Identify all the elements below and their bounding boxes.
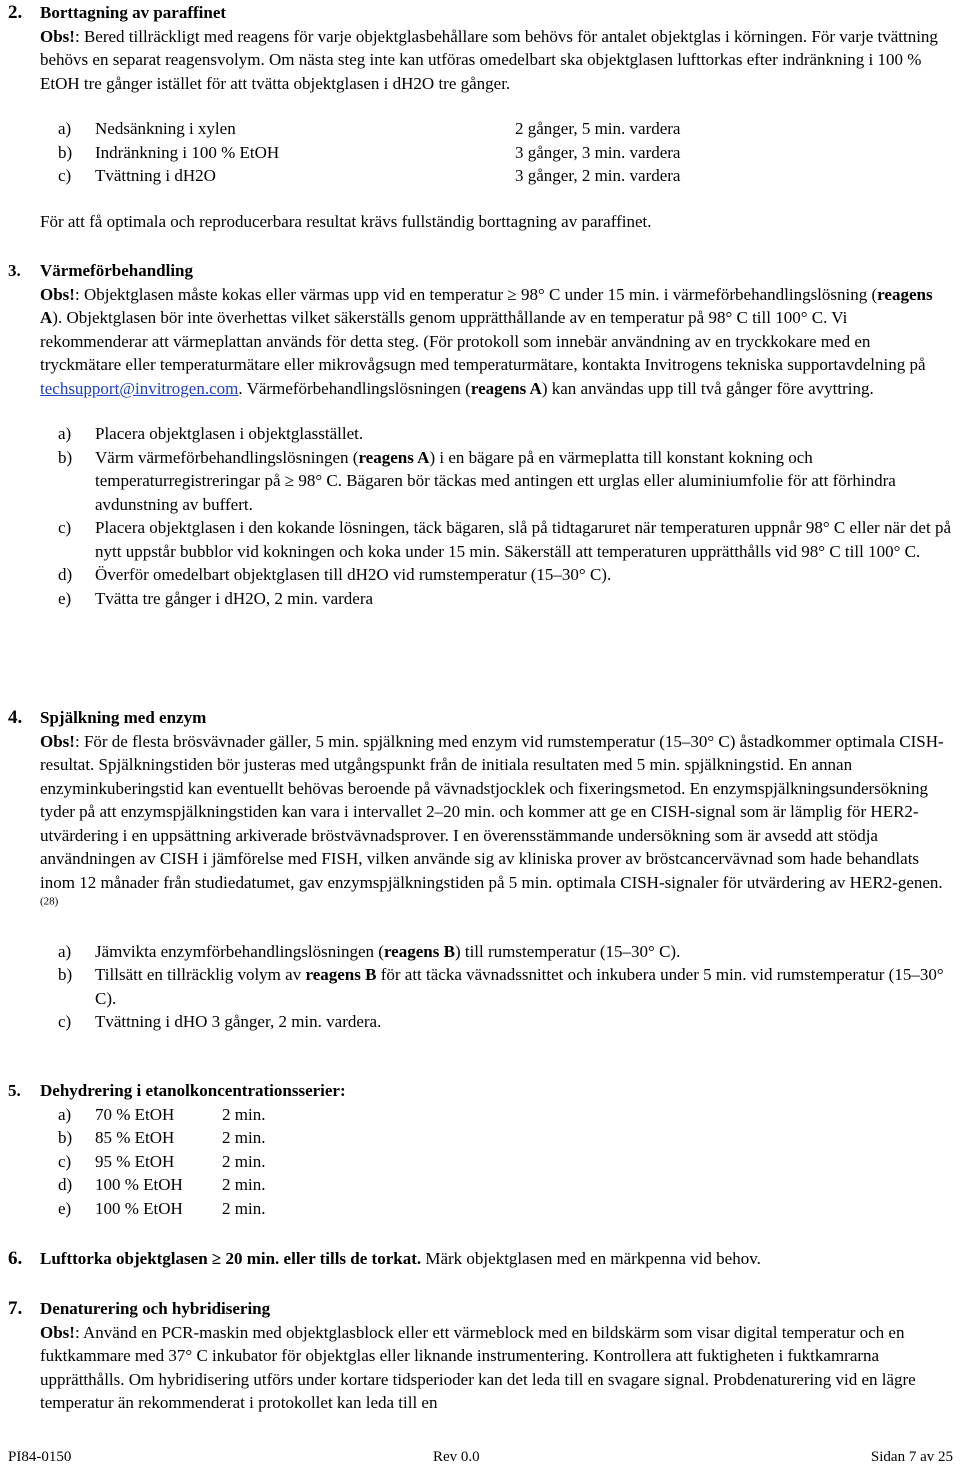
step-label: b) xyxy=(58,447,73,467)
citation-reference: (28) xyxy=(40,895,59,908)
step-text: Tvättning i dHO 3 gånger, 2 min. vardera. xyxy=(95,1012,382,1031)
list-item xyxy=(40,587,952,611)
step-label: a) xyxy=(58,119,72,138)
step-text: ) till rumstemperatur (15–30° C). xyxy=(454,941,681,961)
obs-label: Obs! xyxy=(40,284,75,304)
step-text: Tvättning i dH2O xyxy=(95,166,216,185)
step-text: Överför omedelbart objektglasen till dH2O vid rumstemperatur (15–30° C). xyxy=(95,565,612,584)
section-note xyxy=(40,730,952,918)
step-label: c) xyxy=(58,1151,72,1171)
step-label: e) xyxy=(58,1198,72,1218)
note-text: ) kan användas upp till två gånger före avyttring. xyxy=(541,378,874,398)
document-id: PI84-0150 xyxy=(8,1449,72,1465)
section-number: 2. xyxy=(8,2,23,23)
reagent-label: reagens A xyxy=(358,447,430,467)
table-row xyxy=(40,117,952,141)
paragraph xyxy=(40,1247,952,1271)
section-number: 5. xyxy=(8,1081,21,1100)
section-title: Dehydrering i etanolkoncentrationsserier: xyxy=(40,1081,346,1100)
step-duration: 2 min. xyxy=(222,1104,266,1124)
step-text: 100 % EtOH xyxy=(95,1175,183,1194)
list-item xyxy=(40,446,952,517)
step-label: a) xyxy=(58,424,72,443)
step-text: Jämvikta enzymförbehandlingslösningen ( xyxy=(95,941,384,961)
table-row xyxy=(40,164,952,188)
section-title: Spjälkning med enzym xyxy=(40,708,207,727)
step-text: ) i en bägare på en värmeplatta till konstant kokning och temperaturregistreringar på ≥ 98° C. Bägaren bör täckas med antingen ett urglas eller aluminiumfolie för att förhindra avdunstning av buffert. xyxy=(95,447,896,514)
obs-label: Obs! xyxy=(40,1322,75,1342)
support-email-link[interactable]: techsupport@invitrogen.com xyxy=(40,378,239,398)
step-label: c) xyxy=(58,518,72,537)
section-number: 6. xyxy=(8,1248,23,1269)
section-note xyxy=(40,25,952,96)
step-label: c) xyxy=(58,166,72,185)
table-row xyxy=(40,141,952,165)
section-number: 3. xyxy=(8,261,21,280)
note-text: : Objektglasen måste kokas eller värmas upp vid en temperatur ≥ 98° C under 15 min. i värmeförbehandlingslösning ( xyxy=(74,284,878,304)
step-duration: 2 min. xyxy=(222,1175,266,1194)
steps-list xyxy=(40,422,952,610)
page-number: Sidan 7 av 25 xyxy=(870,1449,953,1465)
list-item xyxy=(40,1010,952,1034)
table-row xyxy=(40,1150,952,1174)
step-text: Placera objektglasen i objektglasstället. xyxy=(95,424,364,443)
step-text: Tvätta tre gånger i dH2O, 2 min. vardera xyxy=(95,588,374,608)
note-text: . Värmeförbehandlingslösningen ( xyxy=(238,378,471,398)
section-number: 4. xyxy=(8,707,23,728)
step-duration: 2 gånger, 5 min. vardera xyxy=(515,119,681,138)
section-title: Värmeförbehandling xyxy=(40,261,193,280)
step-duration: 3 gånger, 3 min. vardera xyxy=(515,142,681,162)
paragraph: För att få optimala och reproducerbara resultat krävs fullständig borttagning av paraffinet. xyxy=(40,211,652,231)
obs-label: Obs! xyxy=(40,26,75,46)
step-text: Placera objektglasen i den kokande lösningen, täck bägaren, slå på tidtagaruret när temperaturen uppnår 98° C eller när det på nytt uppstår bubblor vid kokningen och koka under 15 min. Säkerställ att temperaturen upprätthålls vid 98° C till 100° C. xyxy=(95,518,951,561)
step-duration: 2 min. xyxy=(222,1198,266,1218)
step-label: d) xyxy=(58,1175,73,1194)
step-text: Tillsätt en tillräcklig volym av xyxy=(95,965,306,984)
list-item xyxy=(40,963,952,1010)
note-text: : Använd en PCR-maskin med objektglasblock eller ett värmeblock med en bildskärm som visar digital temperatur och en fuktkammare med 37° C inkubator för objektglas eller liknande instrumentering. Kontrollera att fuktigheten i fuktkamrarna upprätthålls. Om hybridisering utförs under kortare tidsperioder kan det leda till en svagare signal. Probdenaturering vid en lägre temperatur än rekommenderat i protokollet kan leda till en xyxy=(40,1322,916,1412)
revision: Rev 0.0 xyxy=(433,1449,480,1465)
step-text: Värm värmeförbehandlingslösningen ( xyxy=(95,447,359,467)
step-label: d) xyxy=(58,565,73,584)
step-text: Indränkning i 100 % EtOH xyxy=(95,142,280,162)
list-item xyxy=(40,563,952,587)
step-duration: 2 min. xyxy=(222,1128,266,1147)
list-item xyxy=(40,516,952,563)
steps-table xyxy=(40,1103,952,1221)
step-text: Märk objektglasen med en märkpenna vid behov. xyxy=(421,1249,761,1268)
reagent-label: reagens B xyxy=(383,941,455,961)
steps-table xyxy=(40,117,952,188)
page-footer xyxy=(8,1446,953,1468)
note-text: : För de flesta brösvävnader gäller, 5 min. spjälkning med enzym vid rumstemperatur (15–30° C) åstadkommer optimala CISH-resultat. Spjälkningstiden bör justeras med utgångspunkt från de initiala resultaten med 5 min. spjälkningstid. En annan enzyminkuberingstid kan eventuellt behövas beroende på vävnadstjocklek och fixeringsmetod. En enzymspjälkningsundersökning tyder på att enzymspjälkningstiden kan vara i intervallet 2–20 min. och kommer att ge en CISH-signal som är lämplig för HER2-utvärdering i en uppsättning arkiverade bröstvävnadsprover. I en överensstämmande undersökning som är avsedd att stödja användningen av CISH i jämförelse med FISH, vilken använde sig av kliniska prover av bröstcancervävnad som hade behandlats inom 12 månader från studiedatumet, gav enzymspjälkningstiden på 5 min. optimala CISH-signaler för utvärdering av HER2-genen. xyxy=(40,731,944,892)
list-item xyxy=(40,422,952,446)
section-number: 7. xyxy=(8,1298,23,1319)
table-row xyxy=(40,1173,952,1197)
table-row xyxy=(40,1197,952,1221)
reagent-label: reagens B xyxy=(305,965,377,984)
step-text: 95 % EtOH xyxy=(95,1151,175,1171)
step-duration: 3 gånger, 2 min. vardera xyxy=(515,166,681,185)
note-text: : Bered tillräckligt med reagens för varje objektglasbehållare som behövs för antalet objektglas i körningen. För varje tvättning behövs en separat reagensvolym. Om nästa steg inte kan utföras omedelbart ska objektglasen lufttorkas efter indränkning i 100 % EtOH tre gånger istället för att tvätta objektglasen i dH2O tre gånger. xyxy=(40,26,938,93)
step-text: för att täcka vävnadssnittet och inkubera under 5 min. vid rumstemperatur (15–30° C). xyxy=(95,965,944,1008)
section-note xyxy=(40,283,952,401)
step-text: 70 % EtOH xyxy=(95,1104,175,1124)
step-label: b) xyxy=(58,965,73,984)
step-label: b) xyxy=(58,1128,73,1147)
step-label: c) xyxy=(58,1012,72,1031)
obs-label: Obs! xyxy=(40,731,75,751)
steps-list xyxy=(40,940,952,1034)
reagent-label: reagens A xyxy=(40,284,933,327)
step-label: a) xyxy=(58,941,72,961)
note-text: ). Objektglasen bör inte överhettas vilket säkerställs genom upprätthållande av en temperatur på 98° C till 100° C. Vi rekommenderar att värmeplattan används för detta steg. (För protokoll som innebär användning av en tryckkokare med en tryckmätare eller temperaturmätare eller mikrovågsugn med temperaturmätare, kontakta Invitrogens tekniska supportavdelning på xyxy=(40,308,926,374)
section-title: Denaturering och hybridisering xyxy=(40,1299,271,1318)
section-note xyxy=(40,1321,952,1415)
step-text: Nedsänkning i xylen xyxy=(95,119,236,138)
step-duration: 2 min. xyxy=(222,1151,266,1171)
step-label: b) xyxy=(58,142,73,162)
table-row xyxy=(40,1126,952,1150)
reagent-label: reagens A xyxy=(470,378,542,398)
step-emphasis: Lufttorka objektglasen ≥ 20 min. eller tills de torkat. xyxy=(40,1249,422,1268)
step-text: 100 % EtOH xyxy=(95,1198,183,1218)
table-row xyxy=(40,1103,952,1127)
step-text: 85 % EtOH xyxy=(95,1128,175,1147)
step-label: a) xyxy=(58,1104,72,1124)
list-item xyxy=(40,940,952,964)
section-title: Borttagning av paraffinet xyxy=(40,3,227,22)
step-label: e) xyxy=(58,588,72,608)
